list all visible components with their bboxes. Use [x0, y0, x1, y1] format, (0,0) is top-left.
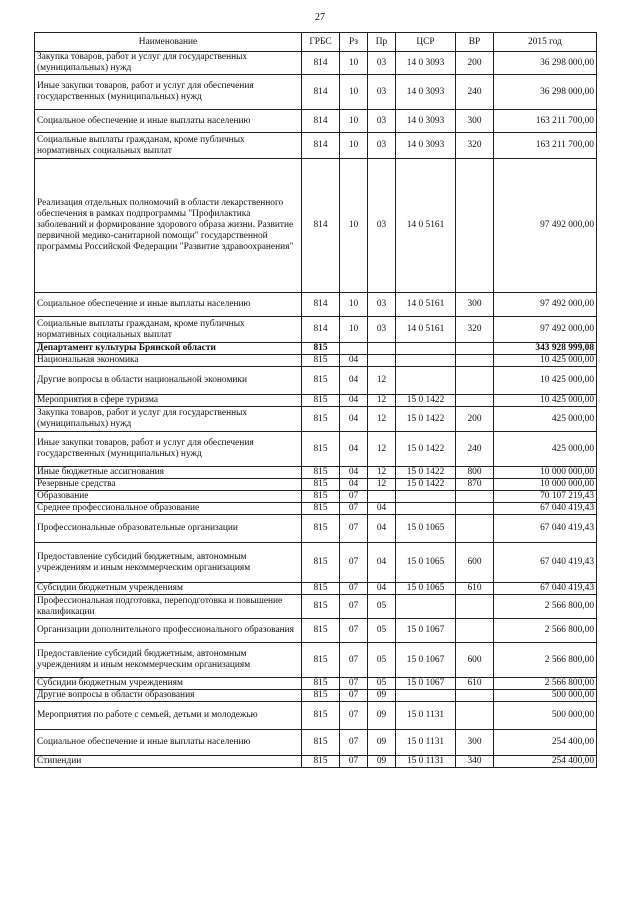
cell-grbs: 814 — [302, 133, 340, 159]
cell-amount: 425 000,00 — [494, 432, 597, 467]
column-header-amount: 2015 год — [494, 33, 597, 52]
cell-name: Мероприятия по работе с семьей, детьми и молодежью — [35, 702, 302, 730]
table-row — [35, 467, 597, 479]
table-row — [35, 367, 597, 395]
cell-rz: 07 — [340, 491, 368, 503]
cell-grbs: 815 — [302, 355, 340, 367]
cell-vr: 240 — [456, 432, 494, 467]
cell-amount: 163 211 700,00 — [494, 133, 597, 159]
cell-csr — [396, 503, 456, 515]
cell-name: Иные бюджетные ассигнования — [35, 467, 302, 479]
cell-grbs: 815 — [302, 702, 340, 730]
table-row — [35, 317, 597, 343]
cell-rz: 10 — [340, 133, 368, 159]
cell-csr: 15 0 1065 — [396, 515, 456, 543]
cell-name: Субсидии бюджетным учреждениям — [35, 678, 302, 690]
cell-vr: 870 — [456, 479, 494, 491]
cell-csr: 14 0 5161 — [396, 293, 456, 317]
table-row — [35, 395, 597, 407]
cell-vr: 300 — [456, 293, 494, 317]
cell-name: Организации дополнительного профессионального образования — [35, 619, 302, 643]
cell-pr: 03 — [368, 159, 396, 293]
cell-amount: 425 000,00 — [494, 407, 597, 432]
cell-pr: 03 — [368, 110, 396, 133]
cell-amount: 10 000 000,00 — [494, 467, 597, 479]
table-row — [35, 159, 597, 293]
cell-rz: 10 — [340, 159, 368, 293]
table-row — [35, 491, 597, 503]
cell-grbs: 815 — [302, 690, 340, 702]
cell-amount: 10 000 000,00 — [494, 479, 597, 491]
cell-name: Другие вопросы в области образования — [35, 690, 302, 702]
cell-vr: 200 — [456, 407, 494, 432]
cell-amount: 10 425 000,00 — [494, 395, 597, 407]
cell-amount: 500 000,00 — [494, 702, 597, 730]
cell-rz: 04 — [340, 395, 368, 407]
cell-grbs: 815 — [302, 678, 340, 690]
table-row — [35, 678, 597, 690]
table-row — [35, 343, 597, 355]
cell-rz: 07 — [340, 702, 368, 730]
cell-vr: 600 — [456, 543, 494, 583]
cell-name: Резервные средства — [35, 479, 302, 491]
cell-rz: 10 — [340, 293, 368, 317]
cell-pr: 04 — [368, 515, 396, 543]
cell-pr: 12 — [368, 407, 396, 432]
cell-pr: 09 — [368, 730, 396, 756]
cell-amount: 97 492 000,00 — [494, 159, 597, 293]
cell-pr: 05 — [368, 678, 396, 690]
cell-amount: 67 040 419,43 — [494, 515, 597, 543]
cell-amount: 254 400,00 — [494, 730, 597, 756]
cell-name: Иные закупки товаров, работ и услуг для обеспечения государственных (муниципальных) нужд — [35, 75, 302, 110]
cell-vr — [456, 690, 494, 702]
cell-pr — [368, 343, 396, 355]
cell-name: Предоставление субсидий бюджетным, автономным учреждениям и иным некоммерческим организациям — [35, 643, 302, 678]
budget-table — [34, 32, 597, 768]
table-row — [35, 643, 597, 678]
column-header-rz: Рз — [340, 33, 368, 52]
cell-pr — [368, 491, 396, 503]
cell-rz: 04 — [340, 467, 368, 479]
cell-amount: 10 425 000,00 — [494, 367, 597, 395]
table-row — [35, 756, 597, 768]
cell-grbs: 814 — [302, 75, 340, 110]
cell-grbs: 814 — [302, 159, 340, 293]
cell-rz — [340, 343, 368, 355]
table-row — [35, 515, 597, 543]
cell-vr: 610 — [456, 583, 494, 595]
cell-csr — [396, 355, 456, 367]
cell-vr — [456, 395, 494, 407]
cell-vr — [456, 491, 494, 503]
cell-rz: 10 — [340, 317, 368, 343]
cell-csr: 15 0 1131 — [396, 702, 456, 730]
cell-amount: 163 211 700,00 — [494, 110, 597, 133]
column-header-grbs: ГРБС — [302, 33, 340, 52]
cell-grbs: 815 — [302, 395, 340, 407]
cell-amount: 36 298 000,00 — [494, 75, 597, 110]
cell-rz: 10 — [340, 75, 368, 110]
cell-amount: 67 040 419,43 — [494, 503, 597, 515]
cell-rz: 04 — [340, 355, 368, 367]
cell-grbs: 814 — [302, 293, 340, 317]
cell-pr: 04 — [368, 543, 396, 583]
cell-amount: 2 566 800,00 — [494, 643, 597, 678]
cell-amount: 254 400,00 — [494, 756, 597, 768]
cell-pr: 03 — [368, 75, 396, 110]
table-row — [35, 479, 597, 491]
table-row — [35, 110, 597, 133]
cell-vr — [456, 503, 494, 515]
cell-amount: 2 566 800,00 — [494, 595, 597, 619]
cell-grbs: 814 — [302, 110, 340, 133]
cell-amount: 70 107 219,43 — [494, 491, 597, 503]
cell-pr: 09 — [368, 690, 396, 702]
table-row — [35, 730, 597, 756]
cell-csr: 14 0 3093 — [396, 75, 456, 110]
cell-name: Закупка товаров, работ и услуг для государственных (муниципальных) нужд — [35, 407, 302, 432]
cell-name: Социальное обеспечение и иные выплаты населению — [35, 293, 302, 317]
cell-vr: 600 — [456, 643, 494, 678]
cell-rz: 07 — [340, 619, 368, 643]
cell-csr: 15 0 1065 — [396, 543, 456, 583]
table-row — [35, 293, 597, 317]
cell-rz: 07 — [340, 595, 368, 619]
cell-grbs: 815 — [302, 595, 340, 619]
cell-pr: 09 — [368, 756, 396, 768]
cell-csr: 14 0 3093 — [396, 52, 456, 75]
cell-pr: 12 — [368, 367, 396, 395]
cell-name: Образование — [35, 491, 302, 503]
cell-amount: 97 492 000,00 — [494, 317, 597, 343]
cell-csr: 15 0 1422 — [396, 395, 456, 407]
cell-amount: 67 040 419,43 — [494, 543, 597, 583]
table-row — [35, 583, 597, 595]
cell-csr: 15 0 1067 — [396, 678, 456, 690]
cell-csr: 15 0 1422 — [396, 407, 456, 432]
cell-pr: 03 — [368, 317, 396, 343]
cell-grbs: 815 — [302, 467, 340, 479]
cell-name: Мероприятия в сфере туризма — [35, 395, 302, 407]
cell-csr: 15 0 1422 — [396, 432, 456, 467]
cell-grbs: 814 — [302, 52, 340, 75]
cell-rz: 07 — [340, 643, 368, 678]
cell-grbs: 815 — [302, 515, 340, 543]
cell-vr: 200 — [456, 52, 494, 75]
page-number: 27 — [315, 12, 325, 23]
cell-csr: 14 0 5161 — [396, 317, 456, 343]
cell-grbs: 815 — [302, 543, 340, 583]
cell-pr: 04 — [368, 583, 396, 595]
table-row — [35, 503, 597, 515]
cell-csr: 14 0 5161 — [396, 159, 456, 293]
cell-grbs: 815 — [302, 367, 340, 395]
cell-vr — [456, 159, 494, 293]
cell-grbs: 815 — [302, 343, 340, 355]
cell-rz: 07 — [340, 730, 368, 756]
cell-name: Закупка товаров, работ и услуг для государственных (муниципальных) нужд — [35, 52, 302, 75]
cell-rz: 07 — [340, 678, 368, 690]
cell-name: Социальные выплаты гражданам, кроме публичных нормативных социальных выплат — [35, 317, 302, 343]
table-body — [35, 52, 597, 768]
cell-name: Реализация отдельных полномочий в области лекарственного обеспечения в рамках подпрограммы "Профилактика заболеваний и формирование здорового образа жизни. Развитие первичной медико-санитарной помощи" государственной программы Российской Федерации "Развитие здравоохранения" — [35, 159, 302, 293]
table-row — [35, 619, 597, 643]
cell-amount: 36 298 000,00 — [494, 52, 597, 75]
table-row — [35, 355, 597, 367]
cell-pr: 03 — [368, 133, 396, 159]
cell-amount: 343 928 999,08 — [494, 343, 597, 355]
cell-grbs: 815 — [302, 432, 340, 467]
cell-csr: 15 0 1131 — [396, 756, 456, 768]
cell-pr: 04 — [368, 503, 396, 515]
cell-amount: 500 000,00 — [494, 690, 597, 702]
cell-pr: 09 — [368, 702, 396, 730]
cell-csr: 14 0 3093 — [396, 110, 456, 133]
cell-name: Среднее профессиональное образование — [35, 503, 302, 515]
cell-vr: 300 — [456, 110, 494, 133]
column-header-vr: ВР — [456, 33, 494, 52]
table-row — [35, 133, 597, 159]
table-row — [35, 432, 597, 467]
cell-rz: 04 — [340, 479, 368, 491]
cell-csr: 15 0 1067 — [396, 619, 456, 643]
cell-rz: 04 — [340, 367, 368, 395]
cell-rz: 07 — [340, 756, 368, 768]
table-row — [35, 52, 597, 75]
cell-rz: 04 — [340, 407, 368, 432]
cell-csr — [396, 595, 456, 619]
cell-rz: 04 — [340, 432, 368, 467]
cell-csr: 15 0 1422 — [396, 479, 456, 491]
table-row — [35, 690, 597, 702]
cell-grbs: 814 — [302, 317, 340, 343]
table-row — [35, 595, 597, 619]
cell-name: Иные закупки товаров, работ и услуг для обеспечения государственных (муниципальных) нужд — [35, 432, 302, 467]
cell-rz: 10 — [340, 52, 368, 75]
column-header-pr: Пр — [368, 33, 396, 52]
cell-rz: 07 — [340, 543, 368, 583]
cell-vr — [456, 515, 494, 543]
cell-vr — [456, 343, 494, 355]
cell-vr — [456, 367, 494, 395]
cell-name: Стипендии — [35, 756, 302, 768]
cell-grbs: 815 — [302, 479, 340, 491]
column-header-name: Наименование — [35, 33, 302, 52]
cell-pr — [368, 355, 396, 367]
table-row — [35, 75, 597, 110]
cell-csr: 15 0 1131 — [396, 730, 456, 756]
cell-pr: 05 — [368, 595, 396, 619]
cell-name: Субсидии бюджетным учреждениям — [35, 583, 302, 595]
cell-amount: 2 566 800,00 — [494, 619, 597, 643]
cell-name: Социальное обеспечение и иные выплаты населению — [35, 730, 302, 756]
cell-pr: 05 — [368, 643, 396, 678]
cell-rz: 10 — [340, 110, 368, 133]
column-header-csr: ЦСР — [396, 33, 456, 52]
cell-pr: 12 — [368, 432, 396, 467]
cell-name: Предоставление субсидий бюджетным, автономным учреждениям и иным некоммерческим организациям — [35, 543, 302, 583]
cell-grbs: 815 — [302, 491, 340, 503]
cell-pr: 12 — [368, 467, 396, 479]
cell-pr: 03 — [368, 52, 396, 75]
cell-csr: 15 0 1422 — [396, 467, 456, 479]
cell-grbs: 815 — [302, 583, 340, 595]
cell-rz: 07 — [340, 583, 368, 595]
cell-vr — [456, 619, 494, 643]
cell-amount: 67 040 419,43 — [494, 583, 597, 595]
cell-name: Социальные выплаты гражданам, кроме публичных нормативных социальных выплат — [35, 133, 302, 159]
cell-name: Профессиональные образовательные организации — [35, 515, 302, 543]
cell-csr: 15 0 1067 — [396, 643, 456, 678]
cell-vr — [456, 355, 494, 367]
cell-grbs: 815 — [302, 407, 340, 432]
cell-csr: 15 0 1065 — [396, 583, 456, 595]
cell-name: Департамент культуры Брянской области — [35, 343, 302, 355]
cell-vr — [456, 595, 494, 619]
cell-pr: 12 — [368, 479, 396, 491]
cell-vr: 300 — [456, 730, 494, 756]
cell-pr: 05 — [368, 619, 396, 643]
cell-amount: 97 492 000,00 — [494, 293, 597, 317]
cell-rz: 07 — [340, 690, 368, 702]
cell-vr: 320 — [456, 133, 494, 159]
cell-grbs: 815 — [302, 730, 340, 756]
cell-vr: 340 — [456, 756, 494, 768]
cell-name: Другие вопросы в области национальной экономики — [35, 367, 302, 395]
table-row — [35, 407, 597, 432]
cell-name: Национальная экономика — [35, 355, 302, 367]
cell-grbs: 815 — [302, 756, 340, 768]
cell-vr: 320 — [456, 317, 494, 343]
cell-name: Социальное обеспечение и иные выплаты населению — [35, 110, 302, 133]
table-row — [35, 543, 597, 583]
cell-name: Профессиональная подготовка, переподготовка и повышение квалификации — [35, 595, 302, 619]
cell-amount: 10 425 000,00 — [494, 355, 597, 367]
cell-csr: 14 0 3093 — [396, 133, 456, 159]
cell-csr — [396, 690, 456, 702]
cell-csr — [396, 367, 456, 395]
cell-rz: 07 — [340, 503, 368, 515]
cell-pr: 12 — [368, 395, 396, 407]
table-row — [35, 702, 597, 730]
cell-vr: 610 — [456, 678, 494, 690]
cell-vr: 800 — [456, 467, 494, 479]
cell-csr — [396, 491, 456, 503]
cell-grbs: 815 — [302, 503, 340, 515]
cell-grbs: 815 — [302, 643, 340, 678]
cell-pr: 03 — [368, 293, 396, 317]
cell-csr — [396, 343, 456, 355]
cell-rz: 07 — [340, 515, 368, 543]
cell-vr: 240 — [456, 75, 494, 110]
cell-amount: 2 566 800,00 — [494, 678, 597, 690]
cell-grbs: 815 — [302, 619, 340, 643]
table-header-row — [35, 33, 597, 52]
cell-vr — [456, 702, 494, 730]
